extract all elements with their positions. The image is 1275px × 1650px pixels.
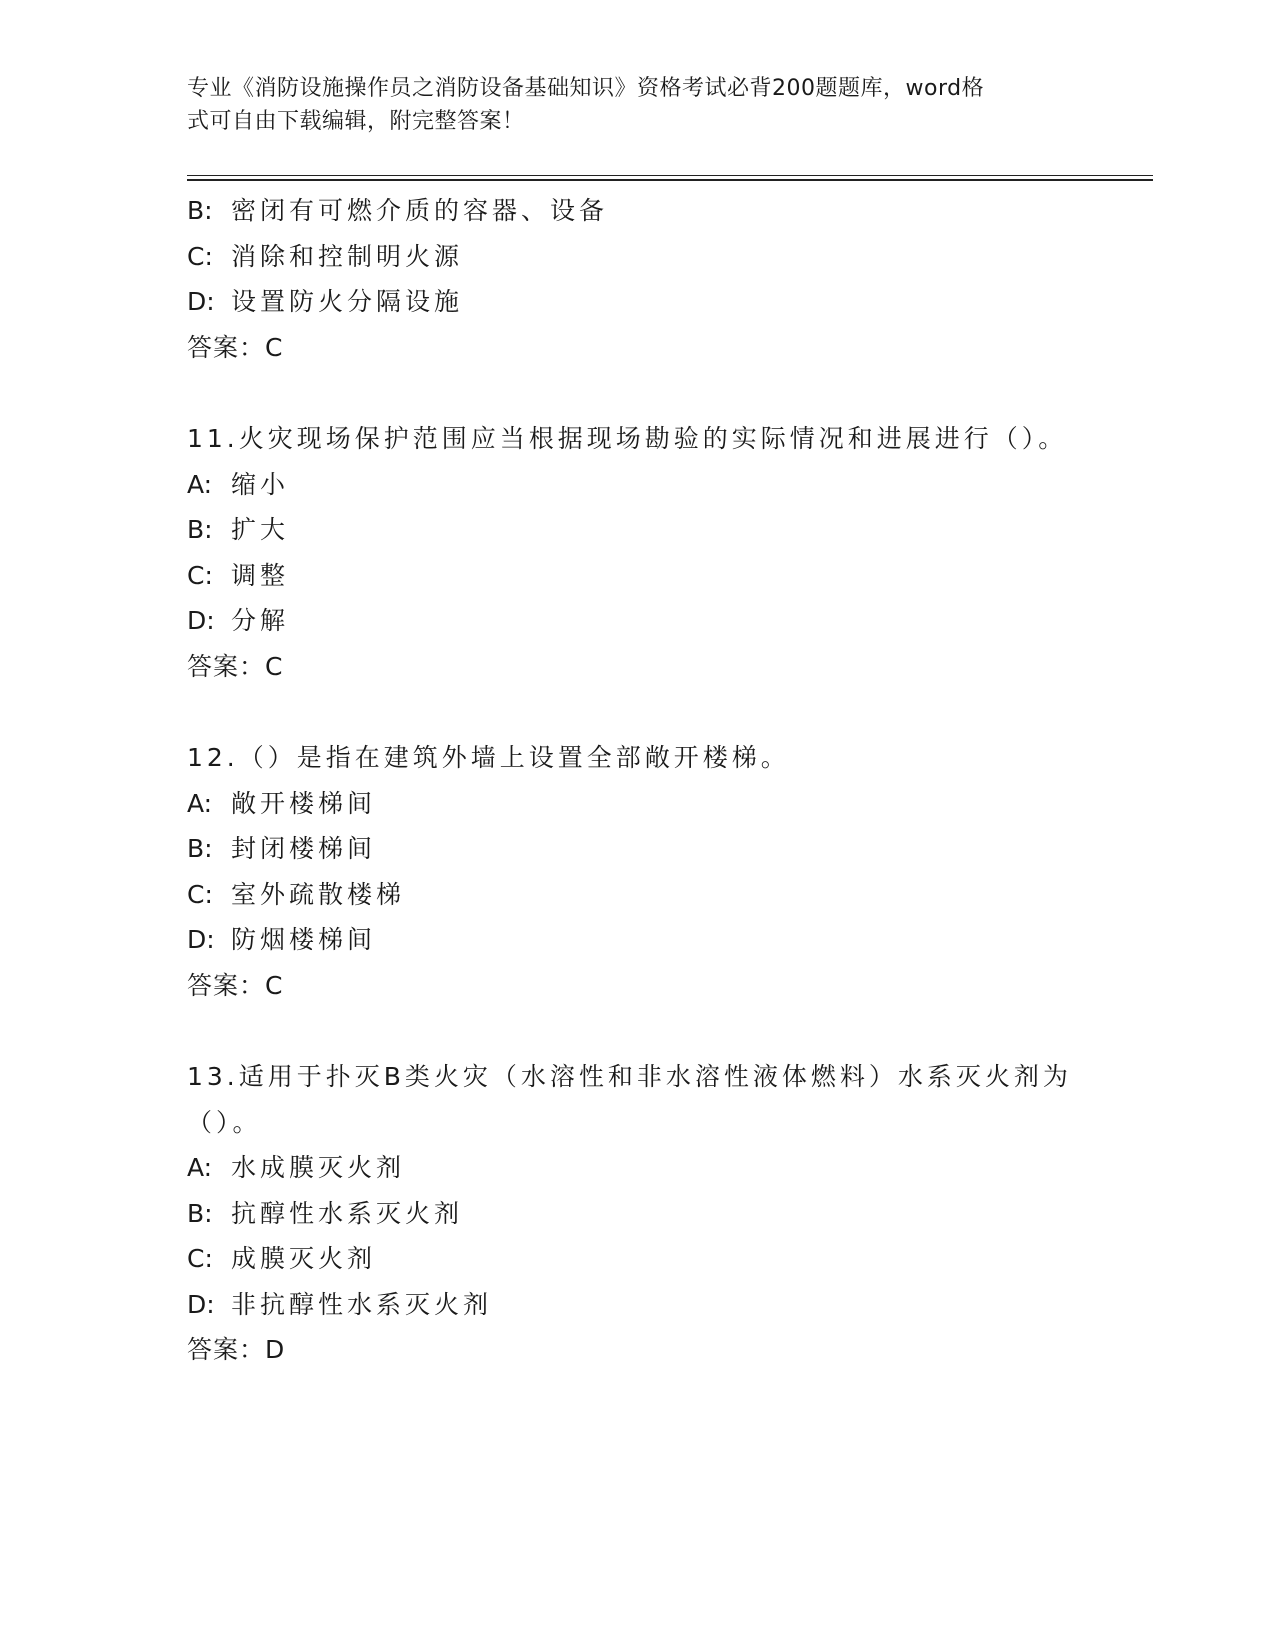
- question-list: [187, 188, 1087, 1373]
- option-d: D: 非抗醇性水系灭火剂: [187, 1289, 493, 1319]
- option-b: B: 抗醇性水系灭火剂: [187, 1198, 464, 1228]
- option-c: C: 成膜灭火剂: [187, 1244, 377, 1273]
- question-stem: 12.（）是指在建筑外墙上设置全部敞开楼梯。: [187, 743, 790, 772]
- header-divider-thin: [187, 175, 1153, 176]
- answer-line: 答案：C: [187, 332, 284, 362]
- option-a: A: 敞开楼梯间: [187, 788, 377, 818]
- answer-line: 答案：C: [187, 970, 284, 1000]
- option-b: B: 密闭有可燃介质的容器、设备: [187, 196, 609, 225]
- question-stem: 13.适用于扑灭B类火灾（水溶性和非水溶性液体燃料）水系灭火剂为: [187, 1062, 1072, 1091]
- option-c: C: 调整: [187, 560, 290, 590]
- question-12: [187, 735, 1087, 1008]
- answer-line: 答案：C: [187, 651, 284, 681]
- question-10-tail: [187, 188, 1087, 370]
- question-13: [187, 1054, 1087, 1373]
- question-11: [187, 416, 1087, 689]
- header-line-2: 式可自由下载编辑，附完整答案！: [187, 109, 525, 134]
- header-line-1: 专业《消防设施操作员之消防设备基础知识》资格考试必背200题题库，word格: [187, 76, 985, 101]
- answer-line: 答案：D: [187, 1335, 286, 1364]
- header-divider-thick: [187, 179, 1153, 181]
- option-a: A: 缩小: [187, 469, 290, 499]
- option-d: D: 防烟楼梯间: [187, 925, 377, 954]
- option-c: C: 室外疏散楼梯: [187, 879, 406, 909]
- question-stem-continued: （）。: [187, 1107, 262, 1137]
- option-b: B: 扩大: [187, 515, 290, 544]
- question-stem: 11.火灾现场保护范围应当根据现场勘验的实际情况和进展进行（）。: [187, 424, 1068, 453]
- option-a: A: 水成膜灭火剂: [187, 1153, 406, 1182]
- option-b: B: 封闭楼梯间: [187, 834, 377, 863]
- option-c: C: 消除和控制明火源: [187, 241, 464, 271]
- document-header: [187, 72, 1067, 138]
- option-d: D: 设置防火分隔设施: [187, 287, 464, 316]
- option-d: D: 分解: [187, 606, 290, 635]
